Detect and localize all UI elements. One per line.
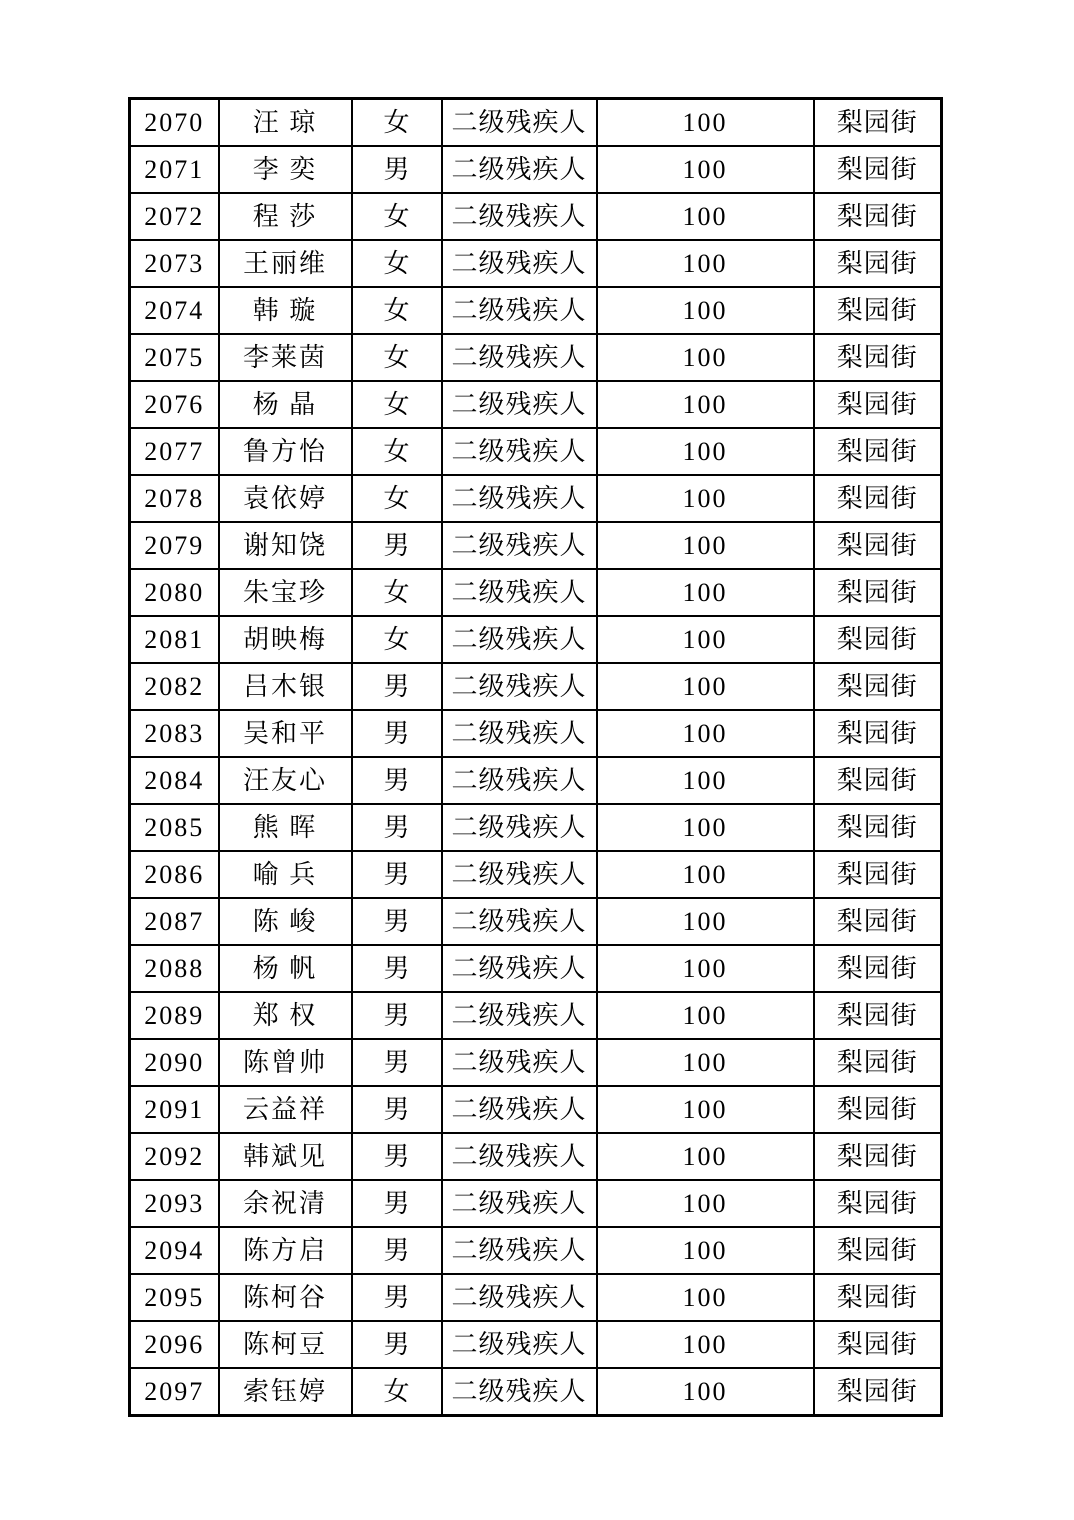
cell-serial: 2077 — [130, 428, 219, 475]
cell-amount: 100 — [597, 381, 814, 428]
cell-category: 二级残疾人 — [442, 710, 597, 757]
table-row — [130, 287, 942, 334]
table-row — [130, 1133, 942, 1180]
cell-gender: 男 — [352, 710, 442, 757]
cell-category: 二级残疾人 — [442, 146, 597, 193]
cell-category: 二级残疾人 — [442, 898, 597, 945]
cell-gender: 男 — [352, 851, 442, 898]
cell-amount: 100 — [597, 1039, 814, 1086]
cell-street: 梨园街 — [814, 240, 942, 287]
cell-street: 梨园街 — [814, 616, 942, 663]
cell-serial: 2087 — [130, 898, 219, 945]
cell-serial: 2097 — [130, 1368, 219, 1416]
cell-gender: 男 — [352, 1274, 442, 1321]
cell-amount: 100 — [597, 1321, 814, 1368]
table-row — [130, 428, 942, 475]
cell-amount: 100 — [597, 522, 814, 569]
cell-serial: 2093 — [130, 1180, 219, 1227]
cell-street: 梨园街 — [814, 1274, 942, 1321]
cell-street: 梨园街 — [814, 851, 942, 898]
cell-name: 杨 晶 — [219, 381, 352, 428]
cell-street: 梨园街 — [814, 381, 942, 428]
cell-street: 梨园街 — [814, 428, 942, 475]
cell-category: 二级残疾人 — [442, 1227, 597, 1274]
cell-gender: 男 — [352, 1180, 442, 1227]
cell-street: 梨园街 — [814, 1227, 942, 1274]
cell-serial: 2079 — [130, 522, 219, 569]
cell-name: 吕木银 — [219, 663, 352, 710]
cell-amount: 100 — [597, 898, 814, 945]
cell-serial: 2090 — [130, 1039, 219, 1086]
cell-serial: 2076 — [130, 381, 219, 428]
cell-gender: 男 — [352, 663, 442, 710]
cell-serial: 2074 — [130, 287, 219, 334]
cell-category: 二级残疾人 — [442, 1133, 597, 1180]
cell-category: 二级残疾人 — [442, 99, 597, 147]
table-row — [130, 1086, 942, 1133]
cell-serial: 2082 — [130, 663, 219, 710]
table-row — [130, 1039, 942, 1086]
table-row — [130, 146, 942, 193]
cell-name: 杨 帆 — [219, 945, 352, 992]
cell-serial: 2072 — [130, 193, 219, 240]
cell-category: 二级残疾人 — [442, 804, 597, 851]
cell-name: 鲁方怡 — [219, 428, 352, 475]
cell-gender: 男 — [352, 1086, 442, 1133]
cell-name: 余祝清 — [219, 1180, 352, 1227]
cell-gender: 男 — [352, 757, 442, 804]
cell-name: 熊 晖 — [219, 804, 352, 851]
cell-gender: 男 — [352, 898, 442, 945]
cell-category: 二级残疾人 — [442, 475, 597, 522]
cell-category: 二级残疾人 — [442, 240, 597, 287]
cell-amount: 100 — [597, 193, 814, 240]
cell-serial: 2078 — [130, 475, 219, 522]
cell-category: 二级残疾人 — [442, 1180, 597, 1227]
cell-name: 程 莎 — [219, 193, 352, 240]
cell-gender: 女 — [352, 1368, 442, 1416]
cell-category: 二级残疾人 — [442, 381, 597, 428]
cell-category: 二级残疾人 — [442, 428, 597, 475]
cell-amount: 100 — [597, 710, 814, 757]
cell-street: 梨园街 — [814, 1321, 942, 1368]
cell-amount: 100 — [597, 851, 814, 898]
cell-serial: 2071 — [130, 146, 219, 193]
cell-name: 李 奕 — [219, 146, 352, 193]
cell-amount: 100 — [597, 334, 814, 381]
cell-street: 梨园街 — [814, 757, 942, 804]
cell-amount: 100 — [597, 240, 814, 287]
cell-serial: 2092 — [130, 1133, 219, 1180]
cell-amount: 100 — [597, 475, 814, 522]
cell-gender: 男 — [352, 992, 442, 1039]
cell-amount: 100 — [597, 1368, 814, 1416]
table-row — [130, 240, 942, 287]
cell-street: 梨园街 — [814, 193, 942, 240]
cell-gender: 女 — [352, 334, 442, 381]
cell-name: 陈柯豆 — [219, 1321, 352, 1368]
cell-street: 梨园街 — [814, 1039, 942, 1086]
cell-serial: 2094 — [130, 1227, 219, 1274]
cell-category: 二级残疾人 — [442, 992, 597, 1039]
cell-street: 梨园街 — [814, 334, 942, 381]
cell-name: 李莱茵 — [219, 334, 352, 381]
cell-gender: 女 — [352, 569, 442, 616]
cell-street: 梨园街 — [814, 1086, 942, 1133]
cell-gender: 男 — [352, 1039, 442, 1086]
cell-serial: 2088 — [130, 945, 219, 992]
cell-name: 陈曾帅 — [219, 1039, 352, 1086]
table-row — [130, 616, 942, 663]
cell-street: 梨园街 — [814, 1368, 942, 1416]
cell-amount: 100 — [597, 428, 814, 475]
cell-name: 谢知饶 — [219, 522, 352, 569]
cell-name: 索钰婷 — [219, 1368, 352, 1416]
cell-serial: 2073 — [130, 240, 219, 287]
cell-street: 梨园街 — [814, 146, 942, 193]
cell-name: 王丽维 — [219, 240, 352, 287]
cell-category: 二级残疾人 — [442, 1368, 597, 1416]
table-row — [130, 1180, 942, 1227]
cell-gender: 女 — [352, 475, 442, 522]
cell-gender: 男 — [352, 1133, 442, 1180]
cell-name: 郑 权 — [219, 992, 352, 1039]
table-row — [130, 710, 942, 757]
cell-category: 二级残疾人 — [442, 1274, 597, 1321]
cell-amount: 100 — [597, 99, 814, 147]
cell-category: 二级残疾人 — [442, 663, 597, 710]
cell-name: 喻 兵 — [219, 851, 352, 898]
cell-gender: 男 — [352, 804, 442, 851]
table-row — [130, 1368, 942, 1416]
cell-category: 二级残疾人 — [442, 1086, 597, 1133]
cell-street: 梨园街 — [814, 1133, 942, 1180]
cell-category: 二级残疾人 — [442, 757, 597, 804]
table-row — [130, 99, 942, 147]
cell-street: 梨园街 — [814, 992, 942, 1039]
cell-name: 吴和平 — [219, 710, 352, 757]
cell-gender: 男 — [352, 522, 442, 569]
cell-amount: 100 — [597, 287, 814, 334]
cell-gender: 男 — [352, 1321, 442, 1368]
cell-category: 二级残疾人 — [442, 945, 597, 992]
table-row — [130, 1274, 942, 1321]
cell-name: 韩斌见 — [219, 1133, 352, 1180]
cell-street: 梨园街 — [814, 287, 942, 334]
cell-serial: 2089 — [130, 992, 219, 1039]
cell-amount: 100 — [597, 804, 814, 851]
cell-gender: 女 — [352, 287, 442, 334]
cell-serial: 2091 — [130, 1086, 219, 1133]
cell-gender: 男 — [352, 146, 442, 193]
cell-serial: 2095 — [130, 1274, 219, 1321]
cell-gender: 女 — [352, 428, 442, 475]
cell-street: 梨园街 — [814, 804, 942, 851]
cell-name: 汪 琼 — [219, 99, 352, 147]
table-row — [130, 1227, 942, 1274]
cell-serial: 2085 — [130, 804, 219, 851]
cell-category: 二级残疾人 — [442, 193, 597, 240]
cell-serial: 2083 — [130, 710, 219, 757]
table-row — [130, 381, 942, 428]
cell-amount: 100 — [597, 616, 814, 663]
table-row — [130, 522, 942, 569]
cell-serial: 2086 — [130, 851, 219, 898]
cell-name: 陈方启 — [219, 1227, 352, 1274]
cell-name: 袁依婷 — [219, 475, 352, 522]
table-row — [130, 804, 942, 851]
cell-amount: 100 — [597, 146, 814, 193]
table-row — [130, 992, 942, 1039]
table-row — [130, 757, 942, 804]
cell-serial: 2081 — [130, 616, 219, 663]
cell-street: 梨园街 — [814, 99, 942, 147]
table-row — [130, 851, 942, 898]
cell-amount: 100 — [597, 1086, 814, 1133]
cell-gender: 女 — [352, 381, 442, 428]
cell-serial: 2070 — [130, 99, 219, 147]
table-row — [130, 569, 942, 616]
cell-serial: 2084 — [130, 757, 219, 804]
cell-amount: 100 — [597, 757, 814, 804]
cell-serial: 2075 — [130, 334, 219, 381]
subsidy-table-body — [130, 99, 942, 1416]
cell-gender: 女 — [352, 616, 442, 663]
cell-street: 梨园街 — [814, 898, 942, 945]
cell-gender: 女 — [352, 193, 442, 240]
cell-street: 梨园街 — [814, 663, 942, 710]
cell-category: 二级残疾人 — [442, 334, 597, 381]
cell-amount: 100 — [597, 1274, 814, 1321]
table-row — [130, 945, 942, 992]
cell-gender: 女 — [352, 99, 442, 147]
cell-name: 陈柯谷 — [219, 1274, 352, 1321]
cell-street: 梨园街 — [814, 569, 942, 616]
cell-amount: 100 — [597, 945, 814, 992]
table-row — [130, 334, 942, 381]
cell-amount: 100 — [597, 1133, 814, 1180]
cell-name: 汪友心 — [219, 757, 352, 804]
cell-amount: 100 — [597, 1227, 814, 1274]
table-row — [130, 1321, 942, 1368]
cell-name: 云益祥 — [219, 1086, 352, 1133]
cell-street: 梨园街 — [814, 522, 942, 569]
cell-category: 二级残疾人 — [442, 522, 597, 569]
cell-amount: 100 — [597, 569, 814, 616]
cell-street: 梨园街 — [814, 1180, 942, 1227]
table-row — [130, 663, 942, 710]
cell-category: 二级残疾人 — [442, 569, 597, 616]
table-row — [130, 475, 942, 522]
cell-category: 二级残疾人 — [442, 287, 597, 334]
cell-gender: 男 — [352, 945, 442, 992]
cell-street: 梨园街 — [814, 475, 942, 522]
table-row — [130, 898, 942, 945]
cell-serial: 2096 — [130, 1321, 219, 1368]
table-row — [130, 193, 942, 240]
cell-amount: 100 — [597, 1180, 814, 1227]
cell-street: 梨园街 — [814, 945, 942, 992]
cell-category: 二级残疾人 — [442, 1321, 597, 1368]
cell-gender: 女 — [352, 240, 442, 287]
cell-street: 梨园街 — [814, 710, 942, 757]
cell-name: 朱宝珍 — [219, 569, 352, 616]
cell-amount: 100 — [597, 663, 814, 710]
cell-amount: 100 — [597, 992, 814, 1039]
cell-gender: 男 — [352, 1227, 442, 1274]
cell-category: 二级残疾人 — [442, 851, 597, 898]
cell-name: 陈 峻 — [219, 898, 352, 945]
cell-name: 韩 璇 — [219, 287, 352, 334]
cell-serial: 2080 — [130, 569, 219, 616]
cell-category: 二级残疾人 — [442, 616, 597, 663]
cell-category: 二级残疾人 — [442, 1039, 597, 1086]
subsidy-table — [128, 97, 943, 1417]
cell-name: 胡映梅 — [219, 616, 352, 663]
